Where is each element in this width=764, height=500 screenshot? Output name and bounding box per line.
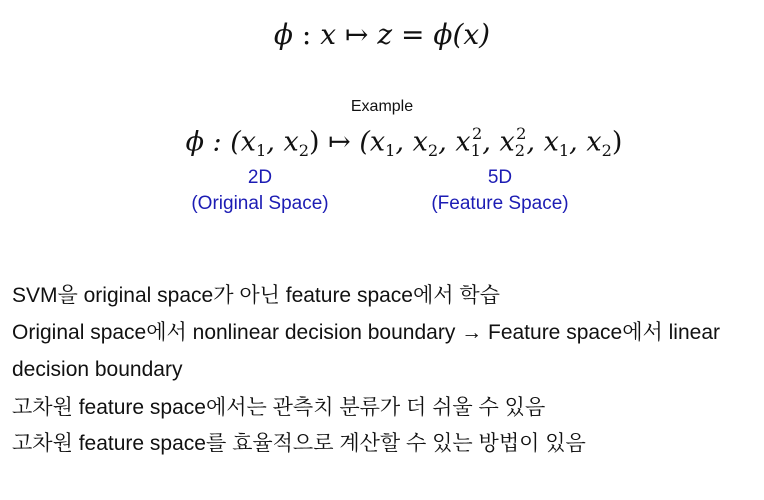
rhs-term: , x [438, 126, 471, 158]
original-space-annotation [160, 165, 360, 217]
colon: : [301, 18, 312, 51]
feature-space-annotation [400, 165, 600, 217]
list-item: 고차원 feature space에서는 관측치 분류가 더 쉬울 수 있음 [12, 396, 546, 419]
list-item: Original space에서 nonlinear decision boundary → Feature space에서 linear decision boundary [12, 321, 721, 381]
rhs-term: , x [482, 126, 515, 158]
phi-of-x: ϕ(x) [433, 18, 491, 51]
lhs-comma: , x [266, 126, 299, 158]
rhs-term: , x [395, 126, 428, 158]
list-item: 고차원 feature space를 효율적으로 계산할 수 있는 방법이 있음 [12, 432, 586, 455]
equals-sign: = [400, 18, 425, 51]
rhs-close: ) [611, 126, 623, 158]
main-formula [0, 18, 764, 51]
rhs-term: , x [569, 126, 602, 158]
feature-space-label: (Feature Space) [431, 193, 569, 214]
mapsto-arrow: ↦ [344, 18, 369, 51]
subscript: 1 [385, 140, 396, 160]
subscript: 1 [256, 140, 267, 160]
subscript: 2 [601, 140, 612, 160]
subscript: 2 [514, 140, 526, 160]
superscript: 2 [516, 124, 527, 143]
example-formula [0, 124, 764, 160]
subscript: 1 [558, 140, 570, 160]
subscript: 2 [298, 140, 310, 160]
mapsto-arrow: ↦ [328, 126, 351, 158]
subscript: 1 [470, 140, 481, 160]
list-item: SVM을 original space가 아닌 feature space에서 학습 [12, 284, 500, 307]
original-space-dimension: 2D [247, 167, 273, 188]
explanation-list [12, 278, 762, 462]
rhs-open: (x [359, 126, 386, 158]
rhs-term: , x [526, 126, 559, 158]
subscript: 2 [427, 140, 439, 160]
lhs-close: ) [309, 126, 320, 158]
x-variable: x [320, 18, 337, 51]
original-space-label: (Original Space) [191, 193, 329, 214]
feature-space-dimension: 5D [487, 167, 513, 188]
example-label: Example [350, 98, 414, 115]
lhs-open: ϕ : (x [185, 126, 256, 158]
superscript: 2 [472, 124, 483, 143]
phi-symbol: ϕ [273, 18, 293, 51]
z-variable: z [377, 18, 393, 51]
